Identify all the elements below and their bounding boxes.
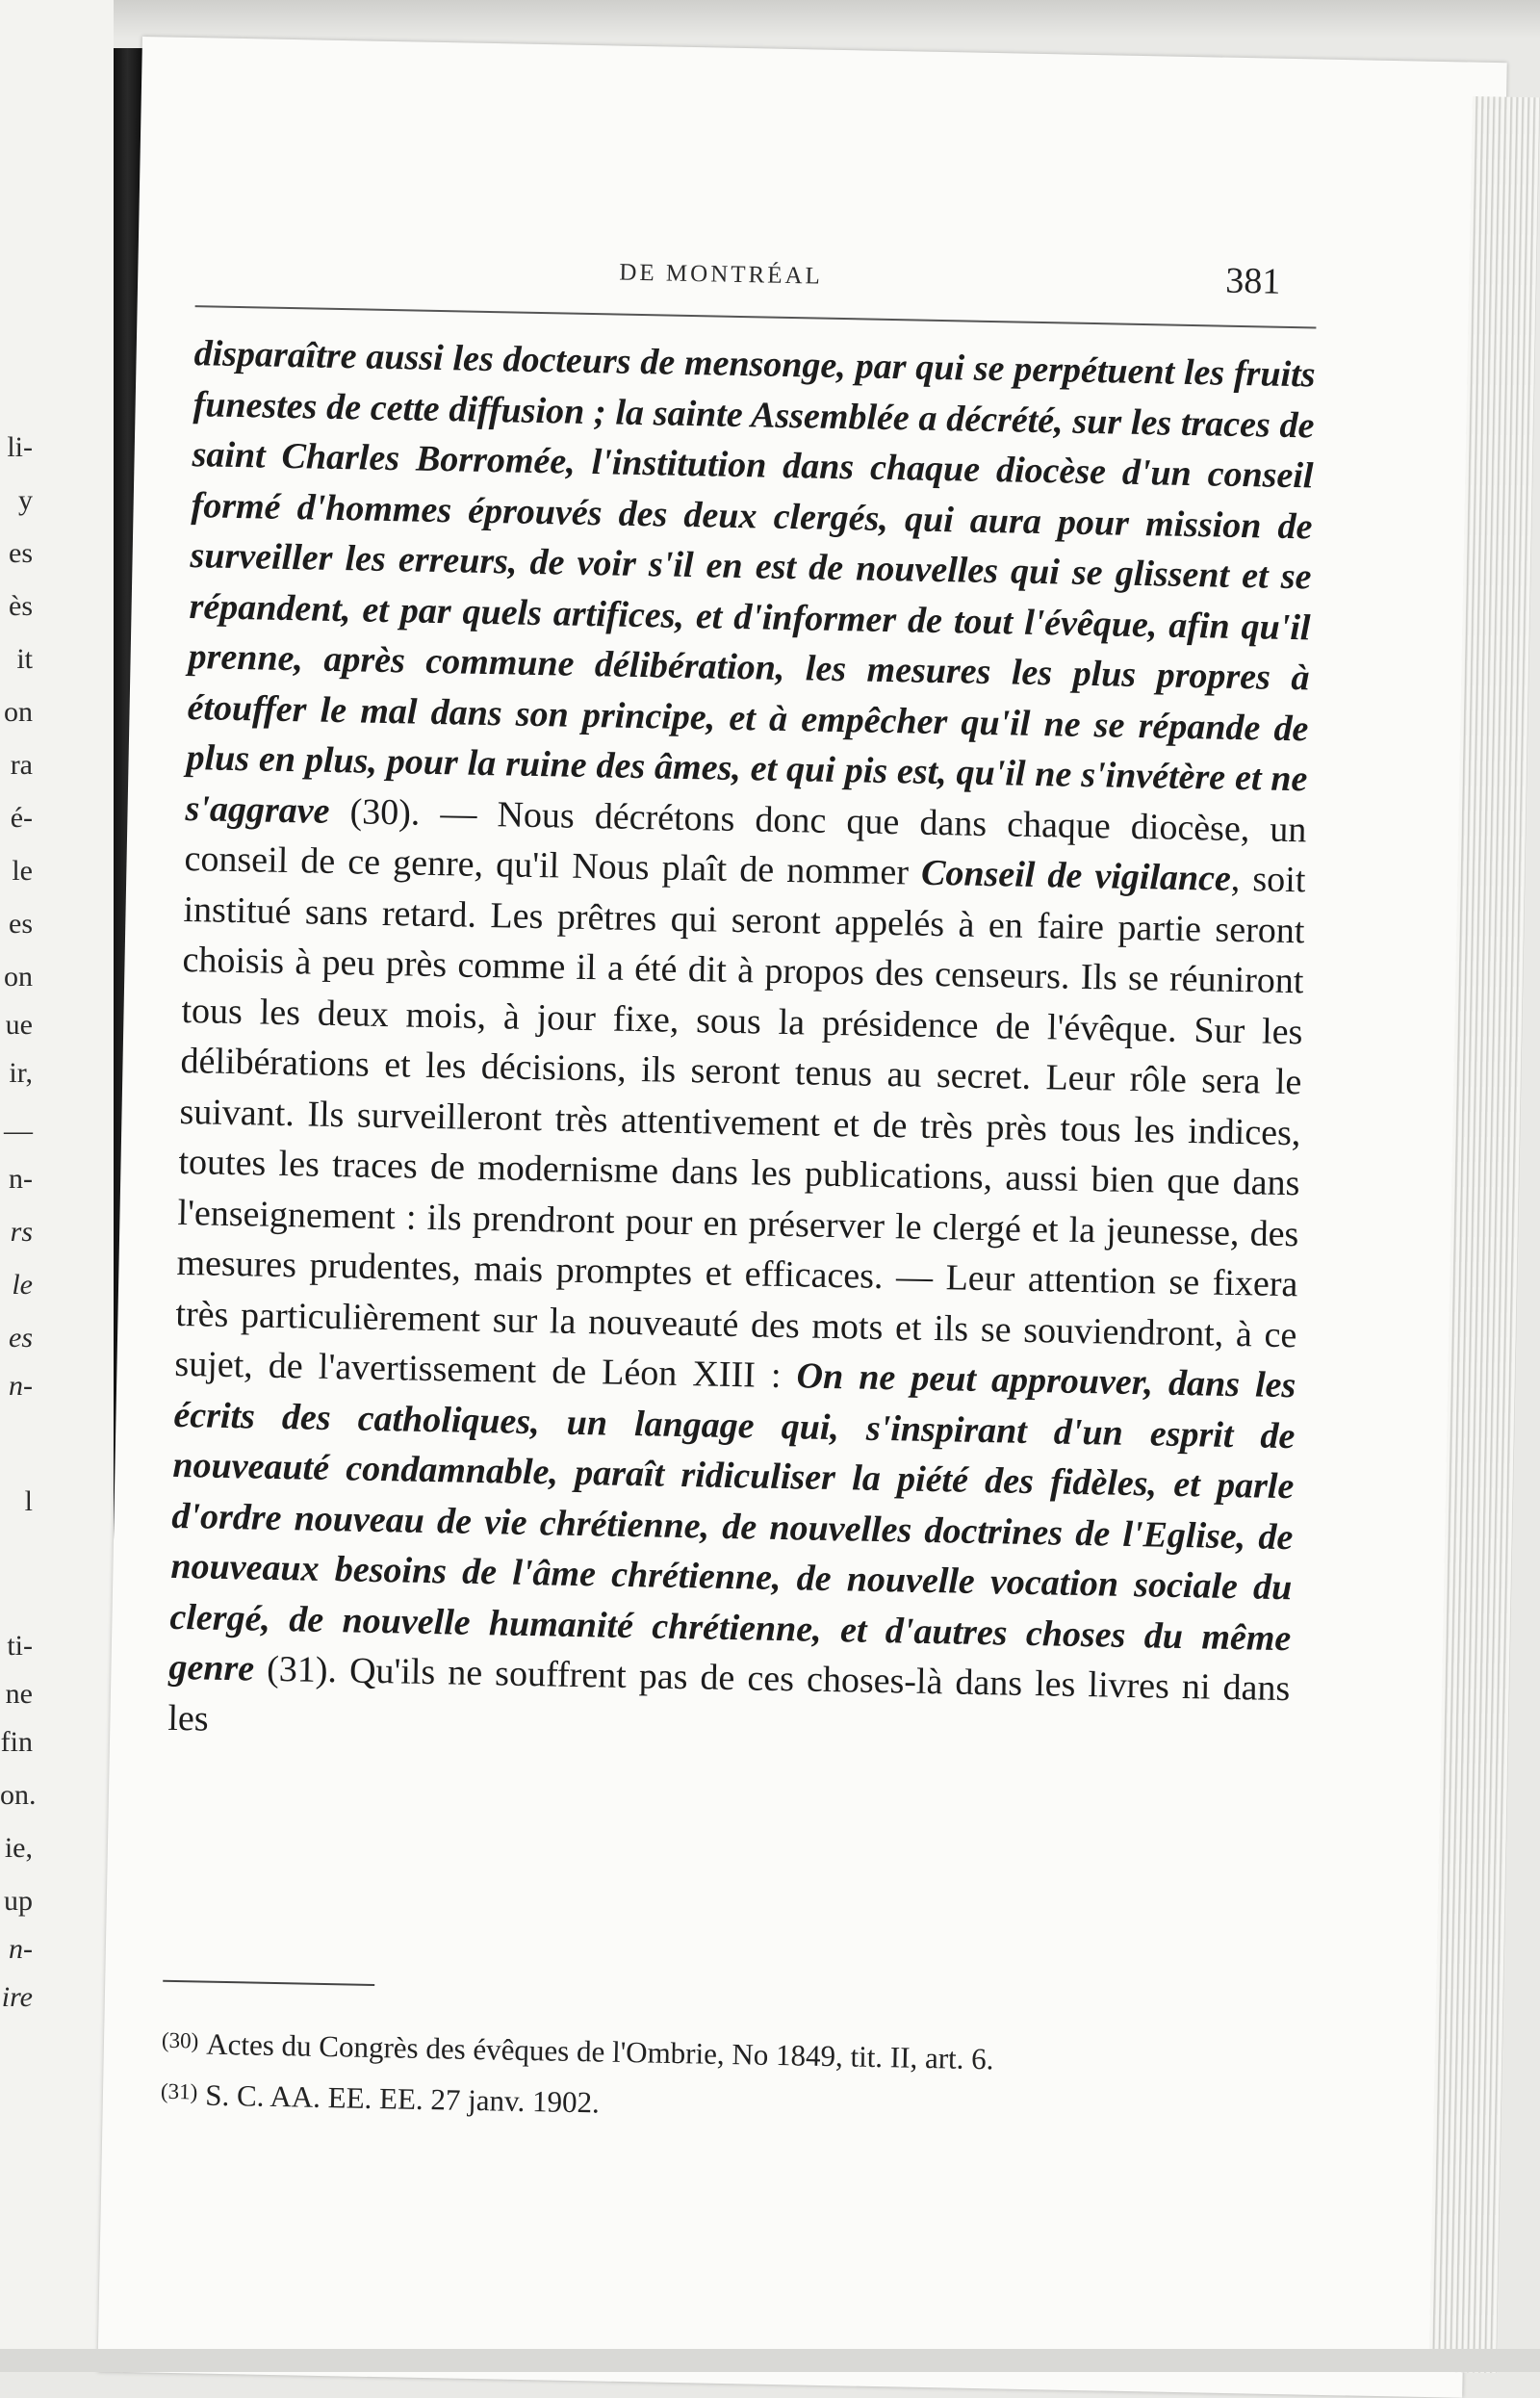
left-page-fragment: ra xyxy=(10,749,33,781)
left-page-fragment: es xyxy=(9,908,33,940)
left-page-fragment: ie, xyxy=(4,1832,33,1864)
left-page-fragment: rs xyxy=(10,1216,33,1248)
scan-top-shadow xyxy=(0,0,1540,39)
left-page-fragment: le xyxy=(12,1269,33,1301)
text-run: , soit institué sans retard. Les prêtres qui seront appelés à en faire partie seront choisis à peu près comme il a été dit à propos des censeurs. Ils se réuniront tous les deux mois, à jour fixe, sous la présidence de l'évêque. Sur les délibérations et les décisions, ils seront tenus au secret. Leur rôle sera le suivant. Ils surveilleront très attentivement et de très près tous les indices, toutes les traces de modernisme dans les publications, aussi bien que dans l'enseignement : ils prendront pour en préserver le clergé et la jeunesse, des mesures prudentes, mais promptes et efficaces. — Leur attention se fixera très particulièrement sur la nouveauté des mots et ils se souviendront, à ce sujet, de l'avertissement de Léon XIII : xyxy=(174,858,1306,1397)
footnote-rule xyxy=(163,1980,374,1986)
left-page-fragment: fin xyxy=(0,1726,33,1758)
scan-bottom-edge xyxy=(0,2349,1540,2372)
left-page-fragment: on xyxy=(4,961,33,993)
text-run-italic: Conseil de vigilance xyxy=(920,852,1232,899)
left-page-fragment: — xyxy=(4,1115,33,1147)
left-page-fragment: it xyxy=(16,643,33,675)
left-page xyxy=(0,0,114,2372)
left-page-fragment: es xyxy=(9,1322,33,1354)
left-page-fragment: up xyxy=(4,1885,33,1917)
main-paragraph xyxy=(167,328,1316,1765)
left-page-fragment: le xyxy=(12,855,33,887)
left-page-fragment: ue xyxy=(5,1009,33,1041)
left-page-fragment: ès xyxy=(9,590,33,622)
body-text xyxy=(167,328,1316,1765)
left-page-fragment: l xyxy=(24,1485,33,1517)
left-page-fragment: li- xyxy=(7,431,33,463)
text-run-italic: On ne peut approuver, dans les écrits des catholiques, un langage qui, s'inspirant d'un esprit de nouveauté condamnable, paraît ridiculiser la piété des fidèles, et parle d'ordre nouveau de vie chrétienne, de nouvelles doctrines de l'Eglise, de nouveaux besoins de l'âme chrétienne, de nouvelle vocation sociale du clergé, de nouvelle humanité chrétienne, et d'autres choses du même genre xyxy=(168,1355,1296,1689)
footnote-text: Actes du Congrès des évêques de l'Ombrie, No 1849, tit. II, art. 6. xyxy=(205,2026,994,2076)
right-page xyxy=(97,37,1506,2398)
footnote-number: (31) xyxy=(160,2078,198,2104)
left-page-fragment: é- xyxy=(10,802,33,834)
page-number: 381 xyxy=(1224,260,1281,302)
left-page-fragment: n- xyxy=(9,1370,33,1402)
text-run: (31). Qu'ils ne souffrent pas de ces choses-là dans les livres ni dans les xyxy=(167,1648,1291,1740)
left-page-fragment: ir, xyxy=(9,1057,33,1089)
left-page-fragment: on. xyxy=(0,1779,37,1811)
left-page-fragment: ti- xyxy=(7,1630,33,1662)
footnotes xyxy=(160,2017,1283,2140)
header-rule xyxy=(195,305,1317,328)
running-head: DE MONTRÉAL xyxy=(619,259,824,290)
left-page-fragment: ire xyxy=(1,1981,33,2013)
left-page-fragment: es xyxy=(9,537,33,569)
page-content xyxy=(98,37,1490,2372)
left-page-fragment: n- xyxy=(9,1933,33,1965)
text-run-italic: disparaître aussi les docteurs de mensonge, par qui se perpétuent les fruits funestes de cette diffusion ; la sainte Assemblée a décrété, sur les traces de saint Charles Borromée, l'institution dans chaque diocèse d'un conseil formé d'hommes éprouvés des deux clergés, qui aura pour mission de surveiller les erreurs, de voir s'il en est de nouvelles qui se glissent et se répandent, et par quels artifices, et d'informer de tout l'évêque, afin qu'il prenne, après commune délibération, les mesures les plus propres à étouffer le mal dans son principe, et à empêcher qu'il ne se répande de plus en plus, pour la ruine des âmes, et qui pis est, qu'il ne s'invétère et ne s'aggrave xyxy=(185,333,1316,832)
footnote-number: (30) xyxy=(161,2027,199,2053)
left-page-fragment: ne xyxy=(5,1678,33,1710)
text-run: (30). — Nous décrétons donc que dans chaque diocèse, un conseil de ce genre, qu'il Nous plaît de nommer xyxy=(184,790,1307,893)
footnote-text: S. C. AA. EE. EE. 27 janv. 1902. xyxy=(204,2077,601,2120)
left-page-fragment: n- xyxy=(9,1163,33,1195)
left-page-fragment: on xyxy=(4,696,33,728)
left-page-fragment: y xyxy=(18,484,33,516)
